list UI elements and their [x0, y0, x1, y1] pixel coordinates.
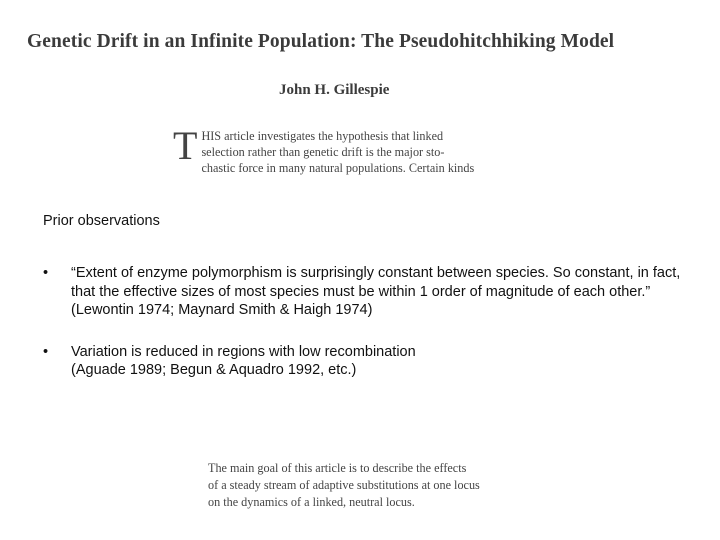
abstract-dropcap: T — [173, 123, 198, 168]
abstract-line-2: selection rather than genetic drift is the major sto- — [201, 145, 445, 159]
observation-list — [43, 264, 693, 403]
abstract-line-1: HIS article investigates the hypothesis that linked — [201, 129, 444, 143]
bullet-text: Variation is reduced in regions with low recombination — [71, 343, 416, 360]
goal-excerpt — [208, 460, 548, 511]
goal-line-1: The main goal of this article is to describe the effects — [208, 461, 467, 475]
bullet-citation: (Lewontin 1974; Maynard Smith & Haigh 1974) — [71, 302, 373, 318]
abstract-line-3: chastic force in many natural populations. Certain kinds — [201, 161, 475, 175]
bullet-citation: (Aguade 1989; Begun & Aquadro 1992, etc.) — [71, 362, 357, 378]
goal-line-3: on the dynamics of a linked, neutral locus. — [208, 495, 415, 509]
paper-title: Genetic Drift in an Infinite Population: The Pseudohitchhiking Model — [27, 31, 615, 52]
paper-author: John H. Gillespie — [279, 82, 390, 98]
list-item — [43, 264, 693, 320]
bullet-text: “Extent of enzyme polymorphism is surprisingly constant between species. So constant, in fact, that the effective sizes of most species must be within 1 order of magnitude of each other.” — [71, 265, 681, 300]
list-item — [43, 343, 693, 380]
goal-line-2: of a steady stream of adaptive substitutions at one locus — [208, 478, 480, 492]
abstract-excerpt — [173, 123, 520, 176]
bullet-marker: • — [43, 343, 49, 360]
bullet-marker: • — [43, 265, 49, 281]
slide-heading: Prior observations — [43, 213, 160, 229]
